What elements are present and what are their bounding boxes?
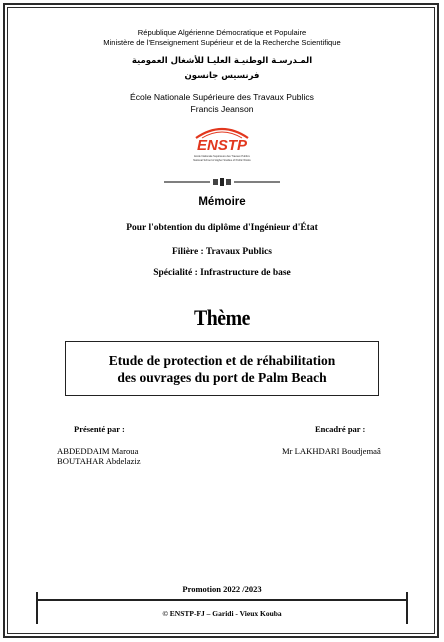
specialite: Spécialité : Infrastructure de base [153, 268, 291, 278]
school-subname: Francis Jeanson [190, 104, 254, 114]
degree-purpose: Pour l'obtention du diplôme d'Ingénieur d'État [126, 223, 318, 233]
theme-heading: Thème [193, 305, 251, 330]
arabic-school-name: المـدرسـة الوطنيـة العليـا للأشغال العمومية [131, 56, 313, 66]
enstp-logo [186, 122, 258, 168]
theme-title-line-1: Etude de protection et de réhabilitation [108, 353, 336, 368]
footer-right-bar [406, 592, 408, 624]
presented-by-label: Présenté par : [74, 424, 125, 434]
filiere: Filière : Travaux Publics [171, 247, 272, 257]
supervisor-name: Mr LAKHDARI Boudjemaâ [282, 446, 381, 456]
student-name-2: BOUTAHAR Abdelaziz [57, 456, 141, 466]
footer-copyright: © ENSTP-FJ – Garidi - Vieux Kouba [162, 609, 282, 618]
ornament-divider [164, 177, 280, 187]
arabic-francis-jeanson: فرنسيس جانسون [184, 71, 260, 81]
school-name: École Nationale Supérieure des Travaux Publics [130, 92, 314, 102]
republic-line: République Algérienne Démocratique et Populaire [137, 28, 307, 37]
theme-title-line-2: des ouvrages du port de Palm Beach [117, 370, 327, 385]
promotion-year: Promotion 2022 /2023 [182, 584, 262, 594]
logo-tagline-2: National School of Higher Studies of Public Works [193, 159, 251, 162]
logo-text: ENSTP [196, 137, 248, 154]
theme-title-box [65, 341, 379, 396]
logo-tagline-1: Ecole Nationale Supérieure des Travaux Publics [194, 155, 250, 158]
ministry-line: Ministère de l'Enseignement Supérieur et de la Recherche Scientifique [103, 38, 341, 47]
footer-left-bar [36, 592, 38, 624]
supervised-by-label: Encadré par : [315, 424, 366, 434]
footer-divider [37, 599, 407, 601]
student-name-1: ABDEDDAIM Maroua [57, 446, 139, 456]
document-type: Mémoire [198, 196, 246, 208]
